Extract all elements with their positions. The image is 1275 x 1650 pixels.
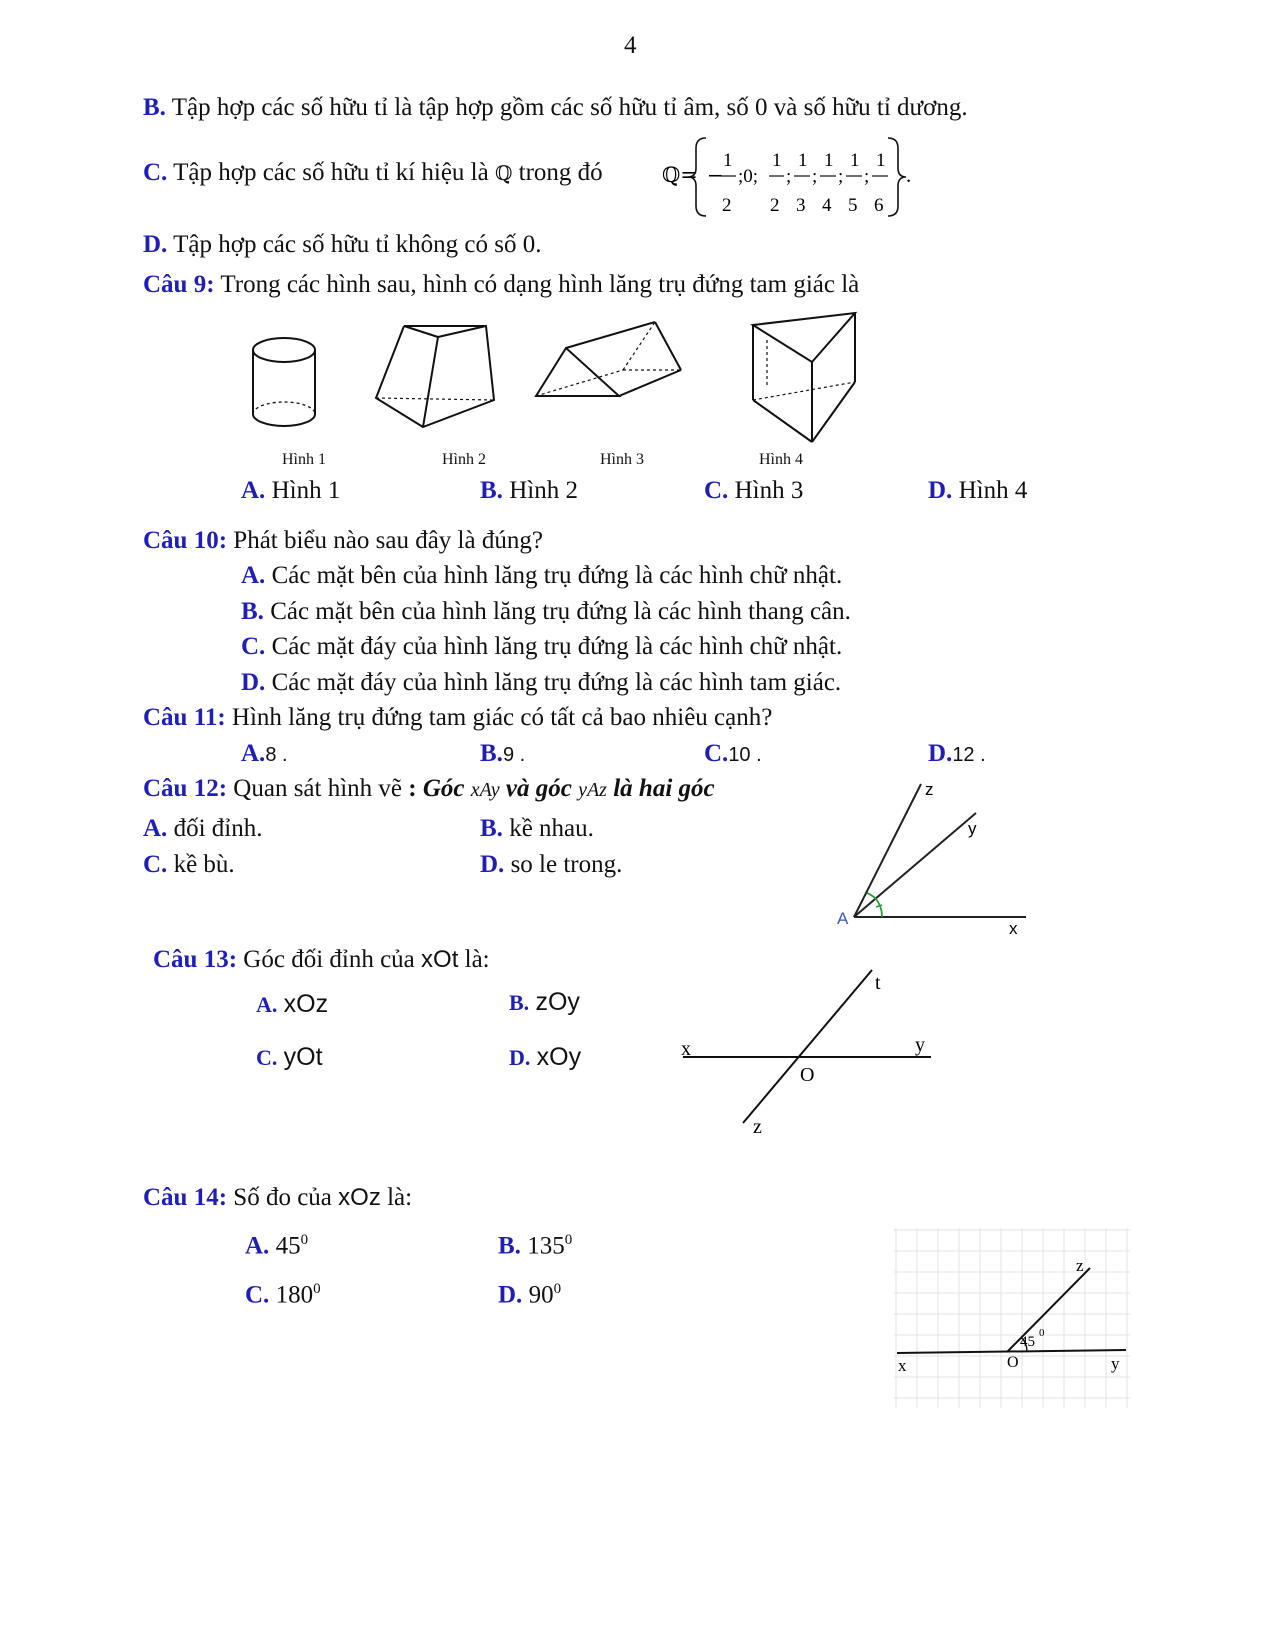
question-text: Hình lăng trụ đứng tam giác có tất cả bao nhiêu cạnh? bbox=[231, 704, 773, 731]
option-text: Tập hợp các số hữu tỉ kí hiệu là bbox=[173, 159, 489, 186]
question-text: Số đo của bbox=[233, 1184, 332, 1211]
question-label: Câu 13: bbox=[153, 946, 238, 973]
frac-den: 2 bbox=[770, 195, 780, 216]
frac-num: 1 bbox=[772, 150, 782, 171]
option-text: 10 . bbox=[728, 744, 762, 766]
option-text: kề nhau. bbox=[509, 815, 594, 842]
option-text: xOy bbox=[536, 1043, 582, 1071]
q14-option-d bbox=[498, 1281, 561, 1309]
option-label: D. bbox=[509, 1045, 531, 1070]
question-text: Góc bbox=[422, 775, 465, 802]
degree-sup: 0 bbox=[553, 1281, 562, 1297]
q14-option-c bbox=[245, 1281, 321, 1309]
set-zero: ;0; bbox=[738, 166, 759, 187]
question-label: Câu 10: bbox=[143, 527, 228, 554]
option-text: Hình 4 bbox=[958, 477, 1028, 504]
set-lhs: ℚ= bbox=[662, 163, 698, 187]
figure-trapezoid-prism bbox=[374, 323, 496, 429]
option-label: B. bbox=[241, 598, 264, 625]
question-label: Câu 14: bbox=[143, 1184, 228, 1211]
svg-text:;: ; bbox=[786, 166, 792, 187]
option-label: D. bbox=[480, 851, 505, 878]
question-11 bbox=[143, 704, 772, 732]
q9-option-d bbox=[928, 477, 1027, 505]
question-text: Quan sát hình vẽ bbox=[233, 775, 403, 802]
option-text: so le trong. bbox=[510, 851, 623, 878]
question-13 bbox=[153, 946, 490, 974]
question-14 bbox=[143, 1184, 412, 1212]
svg-text:;: ; bbox=[864, 166, 870, 187]
option-text: kề bù. bbox=[173, 851, 235, 878]
q9-option-a bbox=[241, 477, 340, 505]
q9-option-c bbox=[704, 477, 803, 505]
ray-label: y bbox=[915, 1034, 925, 1056]
option-label: B. bbox=[480, 815, 503, 842]
frac-num: 1 bbox=[876, 150, 886, 171]
option-text: Hình 3 bbox=[734, 477, 804, 504]
option-label: C. bbox=[256, 1045, 278, 1070]
degree-sup: 0 bbox=[300, 1232, 309, 1248]
question-text: Phát biểu nào sau đây là đúng? bbox=[233, 527, 543, 554]
q13-option-d bbox=[509, 1043, 581, 1072]
svg-text:;: ; bbox=[812, 166, 818, 187]
option-label: D. bbox=[928, 740, 953, 767]
figure-angle-45 bbox=[894, 1228, 1134, 1410]
frac-num: 1 bbox=[850, 150, 860, 171]
option-label: C. bbox=[143, 851, 168, 878]
figure-angles-xay-yaz bbox=[830, 775, 1040, 940]
q11-option-c bbox=[704, 740, 762, 768]
point-label: O bbox=[800, 1064, 815, 1086]
figure-caption: Hình 1 bbox=[282, 451, 326, 468]
ray-label: x bbox=[681, 1038, 691, 1060]
q8-option-d bbox=[143, 231, 542, 259]
frac-num: 1 bbox=[798, 150, 808, 171]
degree-sup: 0 bbox=[313, 1281, 321, 1297]
option-label: B. bbox=[480, 477, 503, 504]
option-text: 9 . bbox=[502, 744, 526, 766]
option-text: 180 bbox=[275, 1281, 314, 1309]
q13-option-c bbox=[256, 1043, 323, 1072]
q14-option-a bbox=[245, 1232, 308, 1260]
q13-option-b bbox=[509, 988, 580, 1017]
ray-label: z bbox=[753, 1116, 762, 1138]
question-label: Câu 12: bbox=[143, 775, 228, 802]
q10-option-c bbox=[241, 633, 842, 661]
q11-option-d bbox=[928, 740, 986, 768]
frac-den: 4 bbox=[822, 195, 832, 216]
option-text: Tập hợp các số hữu tỉ là tập hợp gồm các số hữu tỉ âm, số 0 và số hữu tỉ dương. bbox=[171, 94, 968, 121]
option-text: Các mặt bên của hình lăng trụ đứng là các hình thang cân. bbox=[270, 598, 851, 625]
frac-den: 6 bbox=[874, 195, 884, 216]
option-text: Các mặt đáy của hình lăng trụ đứng là các hình chữ nhật. bbox=[271, 633, 843, 660]
option-text: Tập hợp các số hữu tỉ không có số 0. bbox=[173, 231, 542, 258]
figure-caption: Hình 4 bbox=[759, 451, 803, 468]
figure-triangular-prism-lying bbox=[533, 319, 685, 401]
set-period: . bbox=[906, 163, 912, 187]
option-text: 135 bbox=[527, 1232, 565, 1260]
option-text: đối đỉnh. bbox=[173, 815, 263, 842]
frac-den: 5 bbox=[848, 195, 858, 216]
ray-label: t bbox=[875, 972, 881, 994]
frac-num: 1 bbox=[824, 150, 834, 171]
option-text: Hình 2 bbox=[509, 477, 578, 504]
page-number: 4 bbox=[624, 32, 637, 59]
angle-value-label: 45 bbox=[1020, 1334, 1035, 1350]
ray-label: z bbox=[1076, 1256, 1084, 1275]
angle-degree-sup: 0 bbox=[1039, 1327, 1045, 1339]
option-label: A. bbox=[256, 992, 278, 1017]
question-label: Câu 11: bbox=[143, 704, 226, 731]
option-label: B. bbox=[498, 1232, 521, 1260]
q9-option-b bbox=[480, 477, 578, 505]
option-text: 8 . bbox=[265, 744, 288, 766]
option-label: A. bbox=[241, 562, 266, 589]
question-text: và góc bbox=[505, 775, 572, 802]
ray-label: y bbox=[968, 819, 977, 838]
q8-option-b bbox=[143, 94, 968, 122]
option-text: zOy bbox=[535, 988, 580, 1016]
option-label: C. bbox=[143, 159, 168, 186]
option-label: C. bbox=[241, 633, 266, 660]
svg-text:−: − bbox=[707, 163, 724, 187]
option-label: B. bbox=[143, 94, 166, 121]
figure-vertical-angles bbox=[675, 965, 940, 1140]
option-text: xOz bbox=[283, 990, 329, 1018]
question-12 bbox=[143, 775, 715, 803]
q12-option-d bbox=[480, 851, 622, 879]
q10-option-a bbox=[241, 562, 842, 590]
option-text: yOt bbox=[283, 1043, 323, 1071]
q13-option-a bbox=[256, 990, 328, 1019]
ray-label: z bbox=[925, 780, 934, 799]
option-label: A. bbox=[245, 1232, 270, 1260]
question-label: Câu 9: bbox=[143, 271, 215, 298]
question-text: là: bbox=[387, 1184, 413, 1211]
rational-set-formula bbox=[660, 134, 920, 220]
q8-option-c bbox=[143, 159, 603, 187]
figure-caption: Hình 2 bbox=[442, 451, 486, 468]
point-label: O bbox=[1007, 1354, 1019, 1371]
option-label: C. bbox=[704, 477, 729, 504]
frac-den: 2 bbox=[722, 195, 732, 216]
frac-num: 1 bbox=[723, 150, 733, 171]
angle-name: xOt bbox=[421, 946, 459, 973]
option-label: D. bbox=[928, 477, 953, 504]
question-9 bbox=[143, 271, 859, 299]
option-label: A. bbox=[143, 815, 168, 842]
option-text: Các mặt bên của hình lăng trụ đứng là các hình chữ nhật. bbox=[271, 562, 843, 589]
q12-option-a bbox=[143, 815, 262, 843]
question-text: Góc đối đỉnh của bbox=[243, 946, 415, 973]
figure-caption: Hình 3 bbox=[600, 451, 644, 468]
option-label: A. bbox=[241, 740, 266, 767]
ray-label: y bbox=[1111, 1354, 1120, 1373]
option-text: Hình 1 bbox=[271, 477, 341, 504]
option-label: C. bbox=[704, 740, 729, 767]
ray-label: x bbox=[898, 1356, 907, 1375]
q12-option-b bbox=[480, 815, 594, 843]
angle-name: yAz bbox=[578, 779, 607, 801]
frac-den: 3 bbox=[796, 195, 806, 216]
question-10 bbox=[143, 527, 543, 555]
option-text: Các mặt đáy của hình lăng trụ đứng là các hình tam giác. bbox=[271, 669, 842, 696]
option-text: 45 bbox=[275, 1232, 301, 1260]
question-text: Trong các hình sau, hình có dạng hình lăng trụ đứng tam giác là bbox=[220, 271, 860, 298]
question-text: là: bbox=[464, 946, 490, 973]
option-label: B. bbox=[509, 990, 530, 1015]
option-label: D. bbox=[498, 1281, 523, 1309]
ray-label: x bbox=[1009, 919, 1018, 938]
option-label: D. bbox=[241, 669, 266, 696]
angle-name: xAy bbox=[470, 779, 500, 801]
option-label: A. bbox=[241, 477, 266, 504]
q14-option-b bbox=[498, 1232, 572, 1260]
option-text: trong đó bbox=[518, 159, 603, 186]
degree-sup: 0 bbox=[564, 1232, 573, 1248]
option-label: D. bbox=[143, 231, 168, 258]
figure-triangular-prism-standing bbox=[750, 310, 860, 446]
question-text: : bbox=[408, 775, 417, 802]
q11-option-b bbox=[480, 740, 525, 768]
q10-option-d bbox=[241, 669, 841, 697]
q11-option-a bbox=[241, 740, 288, 768]
option-text: 90 bbox=[528, 1281, 554, 1309]
svg-text:;: ; bbox=[838, 166, 844, 187]
option-label: C. bbox=[245, 1281, 270, 1309]
question-text: là hai góc bbox=[613, 775, 715, 802]
option-text: 12 . bbox=[952, 744, 986, 766]
q12-option-c bbox=[143, 851, 235, 879]
figure-cylinder bbox=[250, 336, 320, 430]
point-label: A bbox=[837, 909, 849, 928]
q10-option-b bbox=[241, 598, 851, 626]
rational-symbol: ℚ bbox=[494, 163, 513, 185]
option-label: B. bbox=[480, 740, 503, 767]
angle-name: xOz bbox=[338, 1184, 381, 1211]
